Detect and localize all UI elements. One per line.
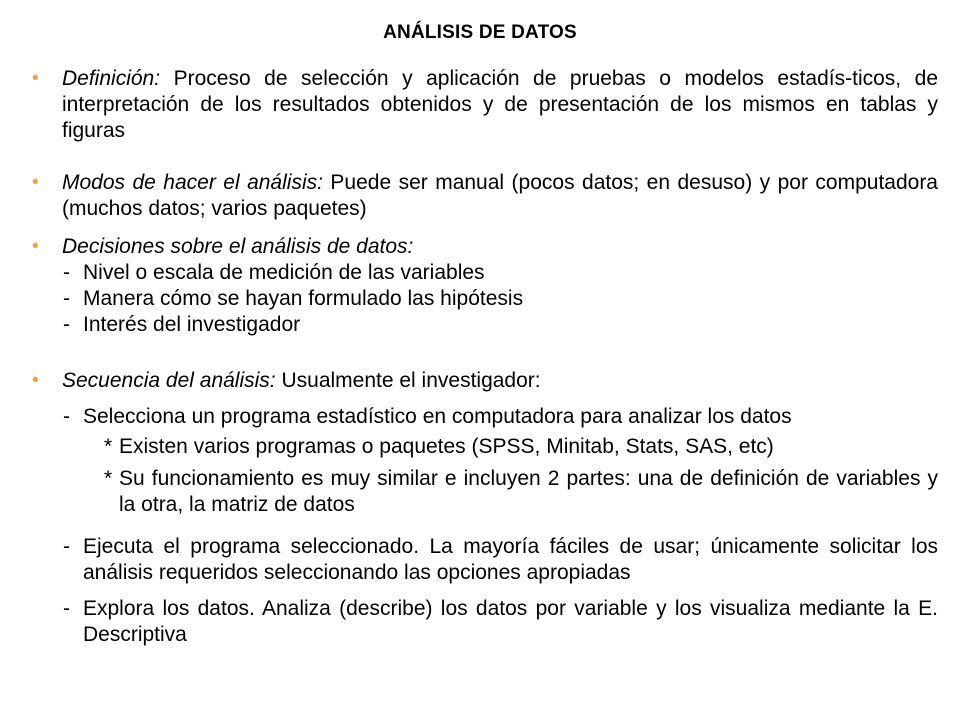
- note-text: Su funcionamiento es muy similar e incluyen 2 partes: una de definición de variables y la otra, la matriz de datos: [119, 467, 938, 516]
- bullet-text: Puede ser manual (pocos datos; en desuso) y por computadora (muchos datos; varios paquetes): [62, 171, 938, 220]
- bullet-text: Usualmente el investigador:: [281, 369, 541, 392]
- sub-item-text: Explora los datos. Analiza (describe) los datos por variable y los visualiza mediante la E. Descriptiva: [83, 597, 938, 646]
- dash-marker: -: [63, 261, 70, 284]
- dash-marker: -: [63, 597, 70, 620]
- bullet-term: Secuencia del análisis:: [62, 369, 276, 392]
- bullet-icon: •: [32, 236, 39, 257]
- bullet-item-secuencia: [32, 368, 938, 394]
- bullet-item-definicion: [32, 66, 938, 144]
- bullet-term: Definición:: [62, 67, 161, 90]
- bullet-term: Decisiones sobre el análisis de datos:: [62, 235, 414, 258]
- sub-item: [32, 260, 938, 286]
- dash-marker: -: [63, 287, 70, 310]
- sub-item-text: Interés del investigador: [83, 313, 301, 336]
- dash-marker: -: [63, 405, 70, 428]
- sub-item: [32, 312, 938, 338]
- note-funcionamiento: [32, 466, 938, 518]
- bullet-icon: •: [32, 370, 39, 391]
- slide-title: ANÁLISIS DE DATOS: [383, 22, 577, 43]
- sub-item-ejecuta: [32, 534, 938, 586]
- sub-item-selecciona: [32, 404, 938, 430]
- bullet-item-decisiones: [32, 234, 938, 338]
- sub-item-explora: [32, 596, 938, 648]
- bullet-term: Modos de hacer el análisis:: [62, 171, 323, 194]
- star-marker: *: [104, 435, 113, 458]
- note-programas: [32, 434, 938, 460]
- sub-item-text: Manera cómo se hayan formulado las hipótesis: [83, 287, 524, 310]
- dash-marker: -: [63, 535, 70, 558]
- note-text: Existen varios programas o paquetes (SPSS, Minitab, Stats, SAS, etc): [119, 435, 774, 458]
- bullet-text: Proceso de selección y aplicación de pruebas o modelos estadís-ticos, de interpretación de los resultados obtenidos y de presentación de los mismos en tablas y figuras: [62, 67, 938, 142]
- star-marker: *: [104, 467, 113, 490]
- sub-item: [32, 286, 938, 312]
- bullet-item-modos: [32, 170, 938, 222]
- sub-item-text: Selecciona un programa estadístico en computadora para analizar los datos: [83, 405, 792, 428]
- dash-marker: -: [63, 313, 70, 336]
- bullet-icon: •: [32, 68, 39, 89]
- sub-item-text: Nivel o escala de medición de las variables: [83, 261, 485, 284]
- sub-item-text: Ejecuta el programa seleccionado. La mayoría fáciles de usar; únicamente solicitar los análisis requeridos seleccionando las opciones apropiadas: [83, 535, 938, 584]
- bullet-icon: •: [32, 172, 39, 193]
